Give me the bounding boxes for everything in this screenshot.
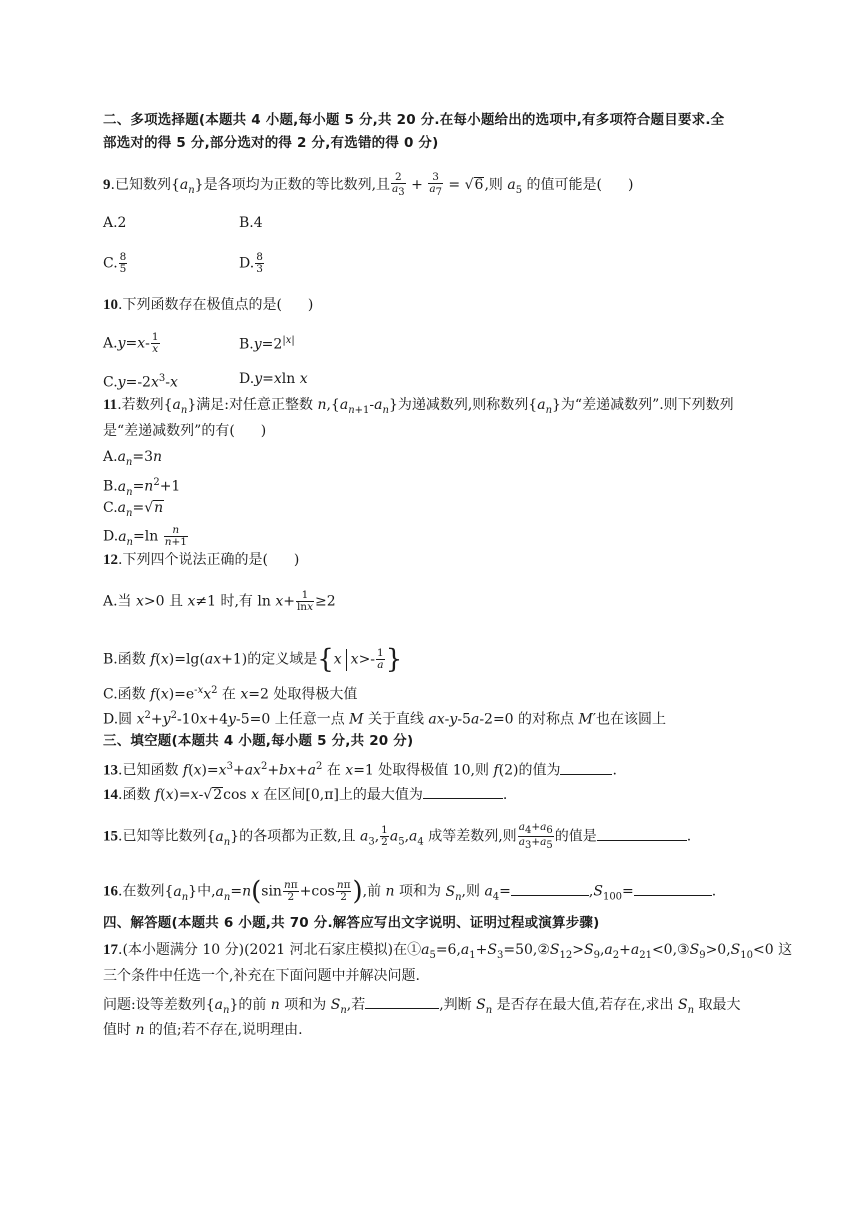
q11-option-d: $D.a_n=\ln$ $\frac{n}{n+1}$ [103,524,187,548]
section2-title-line2: 部选对的得 5 分,部分选对的得 2 分,有选错的得 0 分) [103,135,439,151]
q10-option-d: D.y=xln x [239,371,308,387]
q11-stem-line1: 11.若数列$\{a_n\}$满足:对任意正整数 $n,\{a_{n+1}-a_n\}$为递减数列,则称数列$\{a_n\}$为“差递减数列”.则下列数列 [103,397,734,416]
q14-answer-blank[interactable] [423,784,503,799]
section3-title: 三、填空题(本题共 4 小题,每小题 5 分,共 20 分) [103,733,414,749]
q16-a4-blank[interactable] [511,881,589,896]
q17-line4: 值时 n 的值;若不存在,说明理由. [103,1022,303,1038]
section2-title-line1: 二、多项选择题(本题共 4 小题,每小题 5 分,共 20 分.在每小题给出的选项中,有多项符合题目要求.全 [103,112,725,128]
q10-option-a: A.y=x- $\frac{1}{x}$ [103,331,159,355]
q12-option-d: D.圆 $x^2+y^2-10x+4y-5=0$ 上任意一点 M 关于直线 ax-y-5a-2=0 的对称点 M′也在该圆上 [103,710,667,728]
q14: 14.函数 f(x)=x-√2cos x 在区间[0,π]上的最大值为 . [103,784,507,804]
q17-condition-blank[interactable] [365,994,439,1009]
q15-answer-blank[interactable] [597,826,687,841]
q10-option-c: $C.y=-2x^3-x$ [103,373,178,391]
q12-stem: 12.下列四个说法正确的是( ) [103,552,300,568]
q10-option-b: $B.y=2^{|x|}$ [239,335,295,353]
q9-stem: 9.已知数列$\{a_n\}$是各项均为正数的等比数列,且 $\frac{2}{a_3}$ + $\frac{3}{a_7}$ = √6,则 $a_5$ 的值可能是( ) [103,171,634,199]
q9-option-a: A.2 [103,215,127,231]
q11-option-a: $A.a_n=3n$ [103,449,163,468]
q10-stem: 10.下列函数存在极值点的是( ) [103,297,314,313]
q13-answer-blank[interactable] [560,760,612,775]
q12-option-a: A.当 x>0 且 x≠1 时,有 ln x+ $\frac{1}{\ln x}$ ≥2 [103,589,336,613]
q16-s100-blank[interactable] [634,881,712,896]
q9-option-c: C. $\frac{8}{5}$ [103,251,127,275]
q13: 13.已知函数 $f(x)=x^3+ax^2+bx+a^2$ 在 x=1 处取得极值 10,则 f(2)的值为 . [103,761,617,779]
q17-line2: 三个条件中任选一个,补充在下面问题中并解决问题. [103,968,420,984]
q11-option-b: $B.a_n=n^2+1$ [103,477,181,498]
section4-title: 四、解答题(本题共 6 小题,共 70 分.解答应写出文字说明、证明过程或演算步骤) [103,915,600,931]
q11-stem-line2: 是“差递减数列”的有( ) [103,423,267,439]
q17-line3: 问题:设等差数列$\{a_n\}$的前 n 项和为 $S_n$,若 ,判断 $S_n$ 是否存在最大值,若存在,求出 $S_n$ 取最大 [103,994,741,1020]
q11-option-c: $C.a_n=√n$ [103,500,164,519]
q16: 16.在数列$\{a_n\}$中$,a_n=n(\sin$ $\frac{n\pi}{2}$ +cos $\frac{n\pi}{2}$ ),前 n 项和为 $S_n$,则 $a_4= ,S_{100}=$ . [103,876,717,907]
q17-line1: 17.(本小题满分 10 分)(2021 河北石家庄模拟)在$①a_5=6,a_1+S_3=50,②S_{12}>S_9,a_2+a_{21}<0,③S_9>0,S_{10}<0$ 这 [103,942,793,961]
q12-option-b: B.函数 f(x)=lg(ax+1)的定义域是{x x>- $\frac{1}{a}$ } [103,644,403,675]
q15: 15.已知等比数列$\{a_n\}$的各项都为正数,且 $a_3$, $\frac{1}{2}$ $a_5,a_4$ 成等差数列,则 $\frac{a_4+a_6}{a_3+a_5}$ 的值是 . [103,821,692,852]
q9-option-b: B.4 [239,215,263,231]
q12-option-c: C.函数 $f(x)=e^{-x}x^2$ 在 x=2 处取得极大值 [103,685,358,703]
q9-option-d: D. $\frac{8}{3}$ [239,251,263,275]
